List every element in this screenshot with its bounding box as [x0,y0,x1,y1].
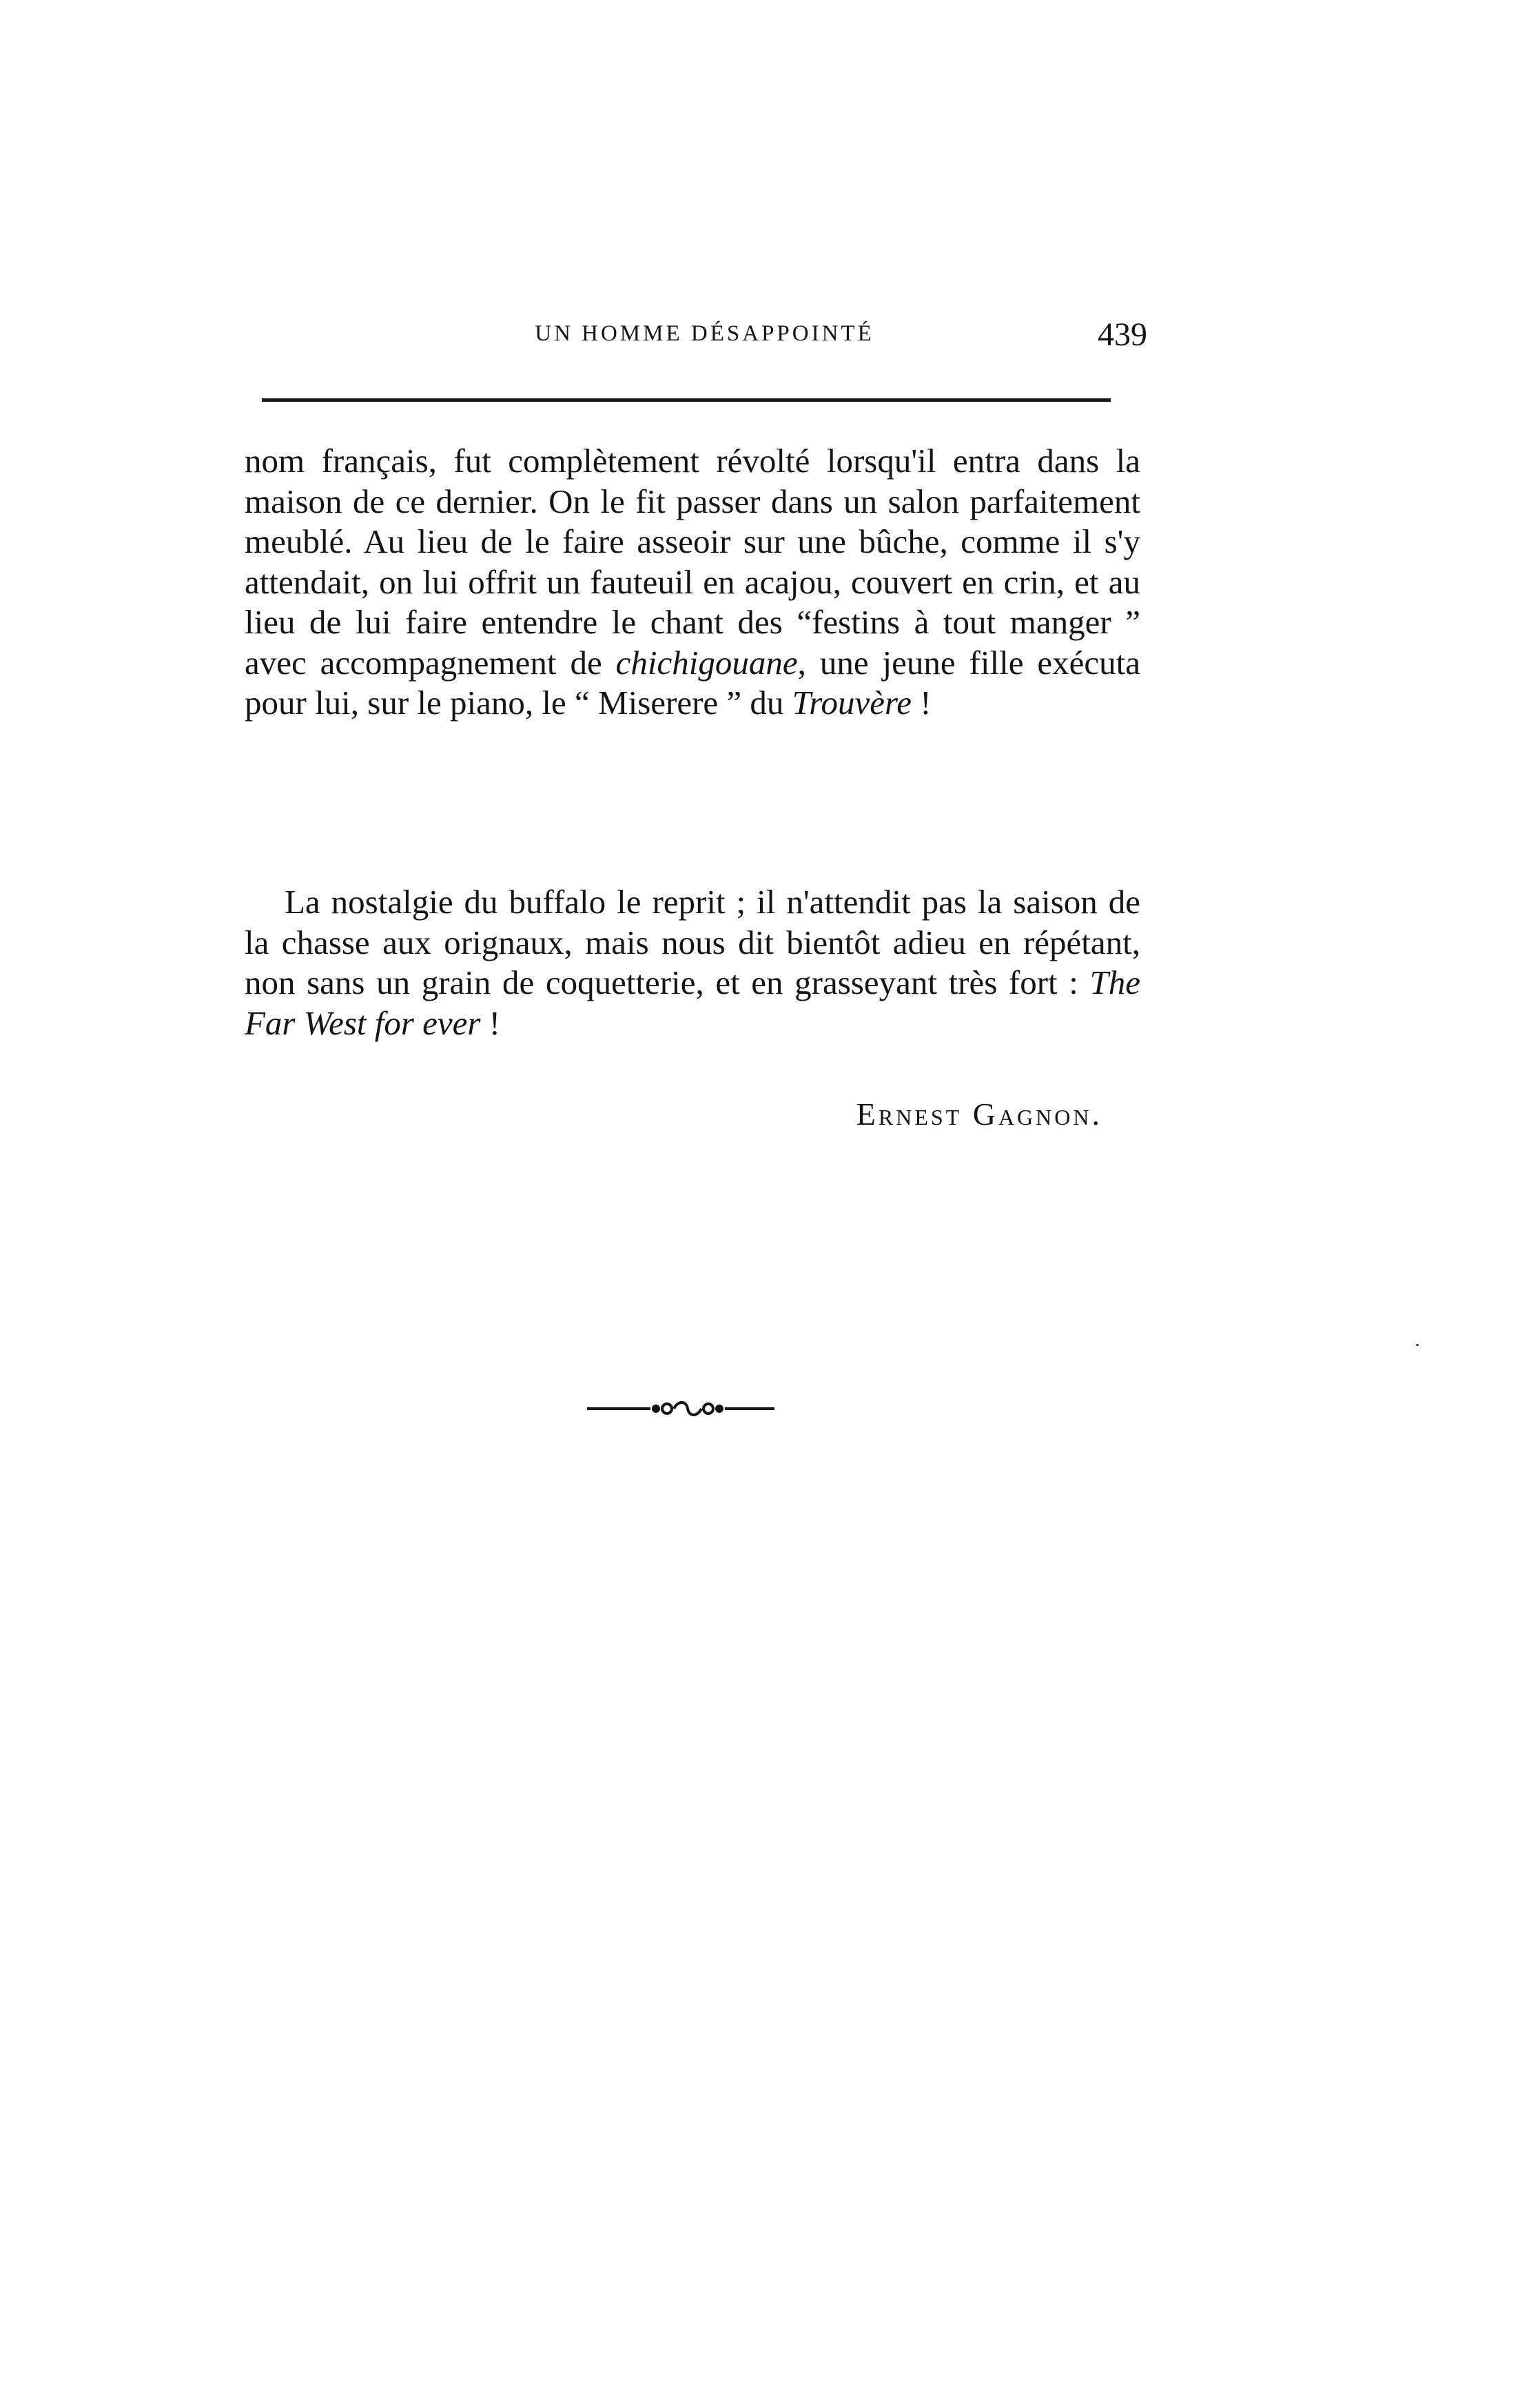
page-number: 439 [1098,316,1147,353]
running-head [262,316,1147,357]
paragraph-1-text: nom français, fut complètement révolté lorsqu'il entra dans la maison de ce dernier. On le fit passer dans un salon parfaitement meublé. Au lieu de le faire asseoir sur une bûche, comme il s'y attendait, on lui offrit un fauteuil en acajou, couvert en crin, et au lieu de lui faire entendre le chant des “festins à tout manger ” avec accompagnement de chichigouane, une jeune fille exécuta pour lui, sur le piano, le “ Miserere ” du Trouvère ! [245,442,1140,722]
italic-term: Trouvère [792,684,912,722]
italic-term: The Far West for ever [245,963,1140,1042]
author-signature: Ernest Gagnon. [856,1096,1102,1132]
header-rule [262,398,1111,402]
paper-speck [1416,1344,1419,1346]
paragraph-1 [245,441,1140,724]
italic-term: chichigouane [615,643,798,682]
running-title: UN HOMME DÉSAPPOINTÉ [535,321,874,346]
tailpiece-ornament-icon [587,1399,774,1418]
paragraph-2 [245,882,1140,1043]
paragraph-2-text: La nostalgie du buffalo le reprit ; il n'attendit pas la saison de la chasse aux orignaux, mais nous dit bientôt adieu en répétant, non sans un grain de coquetterie, et en grasseyant très fort : The Far West for ever ! [245,883,1140,1042]
